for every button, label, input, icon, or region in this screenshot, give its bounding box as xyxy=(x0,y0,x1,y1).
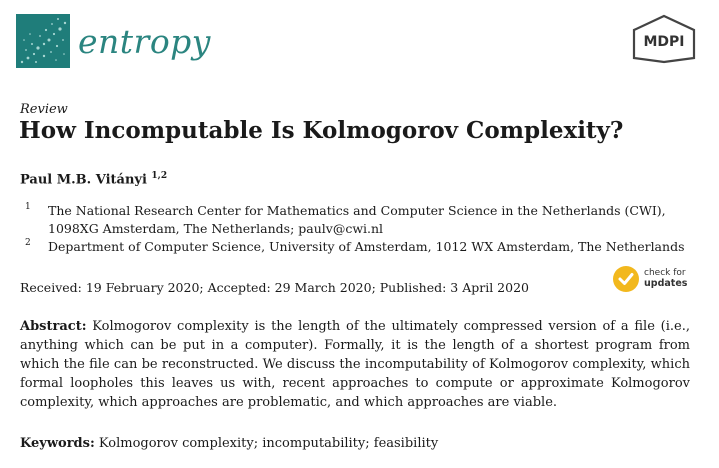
header xyxy=(16,14,706,84)
author-name: Paul M.B. Vitányi xyxy=(20,172,147,188)
author-affil-ref: 1,2 xyxy=(151,171,168,181)
keywords-text: Kolmogorov complexity; incomputability; feasibility xyxy=(98,436,439,451)
affiliation-number: 1 xyxy=(25,202,31,212)
updates-label-line1: check for xyxy=(644,268,686,278)
publication-dates: Received: 19 February 2020; Accepted: 29 March 2020; Published: 3 April 2020 xyxy=(20,280,529,295)
article-type: Review xyxy=(20,102,68,117)
checkmark-icon xyxy=(613,266,639,292)
page-title: How Incomputable Is Kolmogorov Complexity? xyxy=(19,117,624,144)
updates-label-line2: updates xyxy=(644,278,688,289)
author-line xyxy=(20,171,167,187)
affiliation-text: Department of Computer Science, University of Amsterdam, 1012 WX Amsterdam, The Netherlands xyxy=(48,239,685,254)
abstract xyxy=(20,317,690,412)
journal-logo-icon xyxy=(16,14,70,68)
abstract-label: Abstract: xyxy=(20,319,87,334)
keywords-label: Keywords: xyxy=(20,436,95,451)
abstract-text: Kolmogorov complexity is the length of the ultimately compressed version of a file (i.e., anything which can be put in a computer). Formally, it is the length of a shortest program from which the file can be reconstructed. We discuss the incomputability of Kolmogorov complexity, which formal loopholes this leaves us with, recent approaches to compute or approximate Kolmogorov complexity, which approaches are problematic, and which approaches are viable. xyxy=(20,319,690,410)
affiliation-number: 2 xyxy=(25,238,31,248)
journal-name: entropy xyxy=(78,22,211,61)
mdpi-logo-icon xyxy=(630,14,698,68)
publisher-label: MDPI xyxy=(643,34,685,50)
keywords xyxy=(20,436,438,451)
affiliation-text: The National Research Center for Mathematics and Computer Science in the Netherlands (CWI), 1098XG Amsterdam, The Netherlands; paulv@cwi.nl xyxy=(48,203,666,236)
check-for-updates-badge[interactable] xyxy=(613,266,693,294)
